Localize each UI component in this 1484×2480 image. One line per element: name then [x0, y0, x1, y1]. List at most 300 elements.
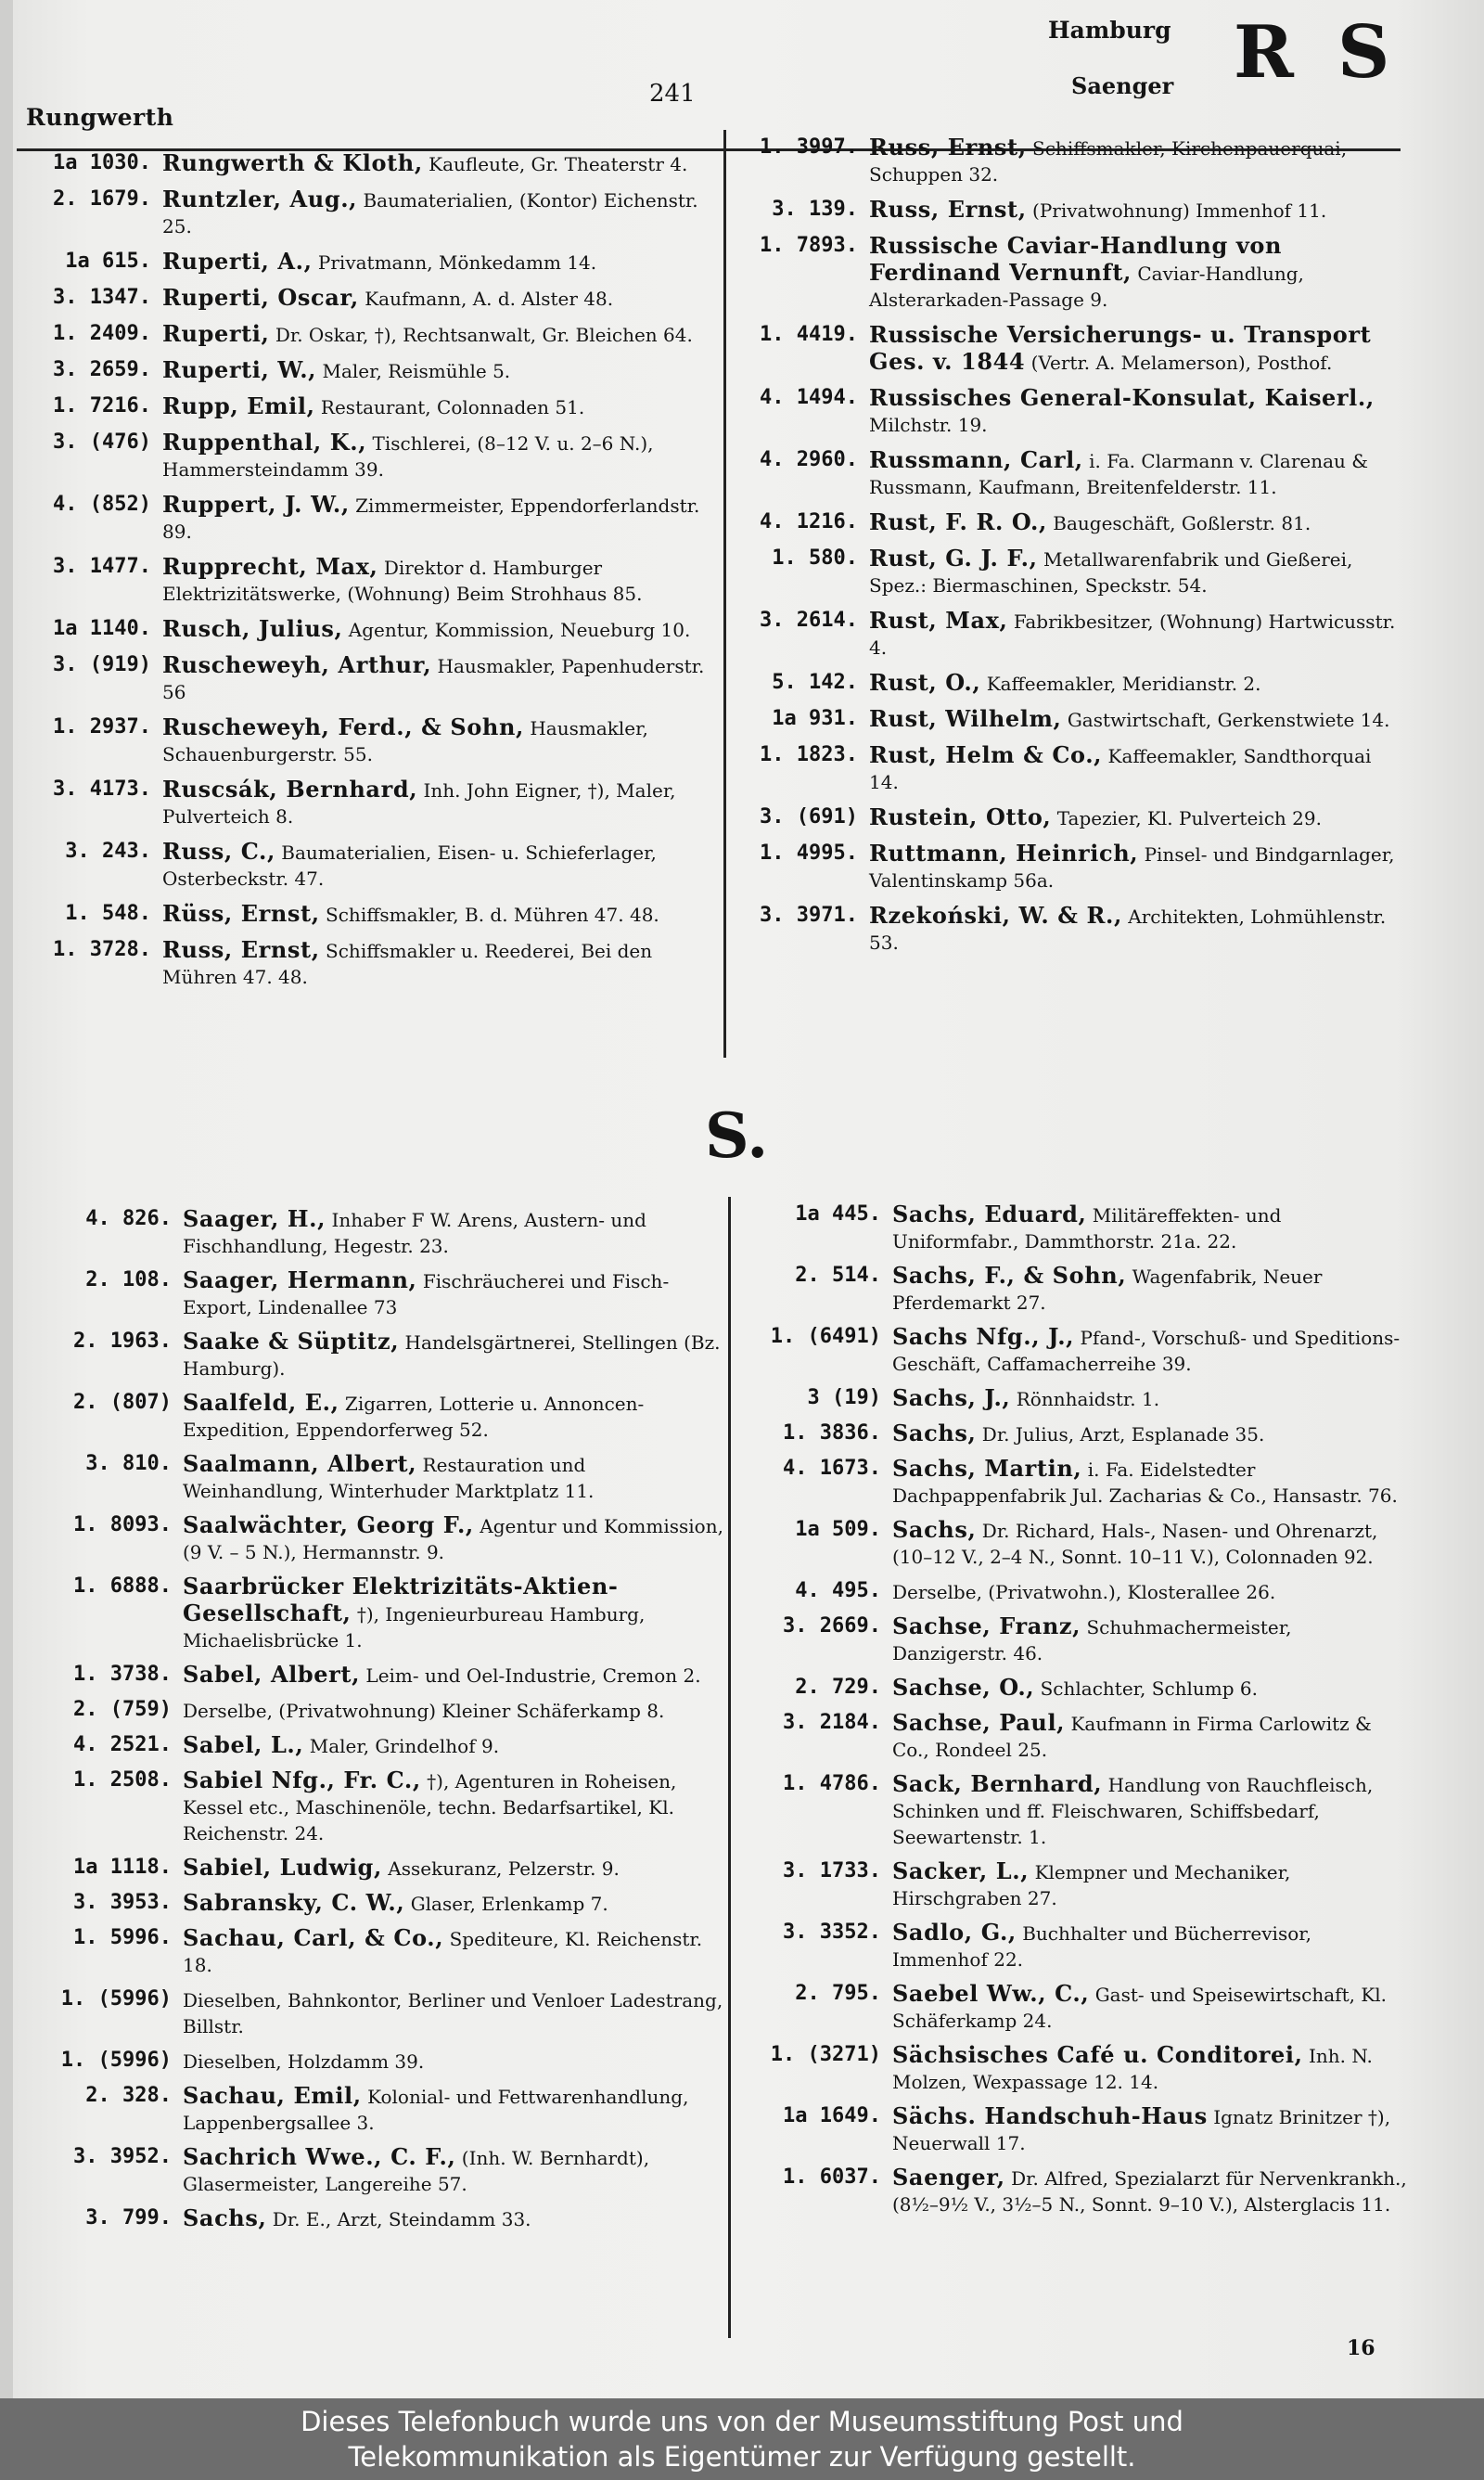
directory-entry [733, 546, 1401, 598]
entry-description: Handelsgärtnerei, Stellingen (Bz. Hamburg). [183, 1331, 721, 1380]
entry-description: Inhaber F W. Arens, Austern- und Fischhandlung, Hegestr. 23. [183, 1209, 646, 1257]
column-divider-top [723, 130, 726, 1058]
entry-description: Fischräucherei und Fisch-Export, Lindenallee 73 [183, 1270, 670, 1318]
directory-entry [756, 1771, 1410, 1850]
entry-text [183, 1662, 723, 1689]
entry-description: Spediteure, Kl. Reichenstr. 18. [183, 1928, 703, 1976]
entry-name: Ruscsák, Bernhard, [162, 776, 418, 803]
entry-name: Saager, H., [183, 1205, 326, 1232]
entry-name: Rust, Helm & Co., [869, 741, 1103, 768]
notice-line-1: Dieses Telefonbuch wurde uns von der Museumsstiftung Post und [301, 2406, 1183, 2437]
directory-entry [46, 1767, 723, 1846]
entry-name: Saenger, [892, 2164, 1005, 2191]
phone-number: 3. 1733. [783, 1859, 881, 1882]
phone-number: 3. 243. [65, 840, 151, 863]
entry-text [892, 1675, 1410, 1702]
entry-description: Baumaterialien, Eisen- u. Schieferlager, Osterbeckstr. 47. [162, 842, 657, 890]
directory-entry [756, 1675, 1410, 1702]
directory-entry [733, 447, 1401, 500]
entry-text [162, 937, 712, 990]
entry-text [869, 447, 1401, 500]
header-right-name: Saenger [1071, 72, 1174, 99]
entry-description: Buchhalter und Bücherrevisor, Immenhof 22. [892, 1922, 1311, 1971]
directory-entry [46, 1986, 723, 2039]
entry-description: Rönnhaidstr. 1. [1016, 1388, 1160, 1410]
entry-description: Dr. Julius, Arzt, Esplanade 35. [981, 1423, 1265, 1446]
entry-description: Zimmermeister, Eppendorferlandstr. 89. [162, 495, 700, 543]
phone-number: 3. 799. [85, 2206, 172, 2229]
entry-text [892, 1920, 1410, 1972]
entry-name: Ruperti, Oscar, [162, 284, 359, 311]
entry-text [869, 804, 1401, 831]
entry-name: Russ, Ernst, [869, 196, 1027, 223]
entry-name: Sachs, F., & Sohn, [892, 1262, 1127, 1289]
entry-text [162, 839, 712, 892]
entry-description: Kolonial- und Fettwarenhandlung, Lappenbergsallee 3. [183, 2086, 689, 2134]
entry-name: Sabiel Nfg., Fr. C., [183, 1767, 421, 1793]
entry-text [162, 321, 712, 348]
directory-entry [733, 804, 1401, 831]
directory-entry [46, 1267, 723, 1320]
directory-entry [46, 1925, 723, 1978]
entry-description: Inh. N. Molzen, Wexpassage 12. 14. [892, 2045, 1373, 2093]
entry-description: Pfand-, Vorschuß- und Speditions-Geschäft, Caffamacherreihe 39. [892, 1327, 1401, 1375]
entry-description: Ignatz Brinitzer †), Neuerwall 17. [892, 2106, 1391, 2154]
entry-name: Ruttmann, Heinrich, [869, 840, 1139, 867]
directory-entry [26, 150, 712, 177]
phone-number: 1a 509. [795, 1518, 881, 1541]
phone-number: 3. 810. [85, 1452, 172, 1475]
phone-number: 1. 4786. [783, 1772, 881, 1795]
entry-name: Sachs, [892, 1516, 977, 1543]
phone-number: 1a 1030. [53, 151, 151, 174]
entry-name: Saarbrücker Elektrizitäts-Aktien-Gesellschaft, [183, 1573, 619, 1626]
entry-description: Klempner und Mechaniker, Hirschgraben 27. [892, 1861, 1291, 1909]
entry-name: Sachrich Wwe., C. F., [183, 2143, 456, 2170]
notice-line-2: Telekommunikation als Eigentümer zur Verfügung gestellt. [348, 2441, 1136, 2473]
directory-entry [46, 1732, 723, 1759]
entry-text [183, 1574, 723, 1653]
entry-name: Russ, C., [162, 838, 275, 865]
entry-text [892, 1613, 1410, 1666]
directory-entry [46, 1512, 723, 1565]
directory-entry [46, 1855, 723, 1882]
entry-name: Rust, O., [869, 669, 981, 696]
directory-entry [26, 901, 712, 928]
phone-number: 4. 826. [85, 1207, 172, 1230]
entry-description: Caviar-Handlung, Alsterarkaden-Passage 9. [869, 263, 1304, 311]
directory-entry [26, 285, 712, 312]
phone-number: 1a 445. [795, 1202, 881, 1226]
entry-name: Saalwächter, Georg F., [183, 1511, 474, 1538]
phone-number: 5. 142. [772, 671, 858, 694]
entry-text [892, 1324, 1410, 1377]
phone-number: 2. 328. [85, 2084, 172, 2107]
header-letters: R S [1234, 10, 1400, 95]
entry-name: Russ, Ernst, [869, 134, 1027, 161]
phone-number: 2. 514. [795, 1264, 881, 1287]
phone-number: 3. 3971. [760, 904, 858, 927]
entry-text [869, 233, 1401, 313]
directory-entry [756, 1263, 1410, 1316]
entry-description: Baugeschäft, Goßlerstr. 81. [1053, 512, 1311, 534]
entry-description: †), Agenturen in Roheisen, Kessel etc., Maschinenöle, techn. Bedarfsartikel, Kl. Reichenstr. 24. [183, 1770, 677, 1844]
entry-name: Russisches General-Konsulat, Kaiserl., [869, 384, 1375, 411]
entry-description: Schiffsmakler, B. d. Mühren 47. 48. [326, 904, 659, 926]
column-divider-bottom [728, 1197, 731, 2338]
entry-description: Agentur und Kommission, (9 V. – 5 N.), Hermannstr. 9. [183, 1515, 723, 1563]
entry-description: Glaser, Erlenkamp 7. [410, 1893, 608, 1915]
directory-entry [756, 1324, 1410, 1377]
phone-number: 2. 1679. [53, 187, 151, 211]
directory-entry [26, 714, 712, 767]
entry-name: Ruperti, A., [162, 248, 313, 275]
entry-name: Russische Versicherungs- u. Transport Ges. v. 1844 [869, 321, 1372, 375]
entry-text [869, 706, 1401, 733]
entry-name: Sachse, Franz, [892, 1613, 1081, 1639]
phone-number: 3. 2614. [760, 609, 858, 632]
phone-number: 2. 1963. [73, 1330, 172, 1353]
entry-text [162, 285, 712, 312]
phone-number: 1. 5996. [73, 1926, 172, 1949]
entry-text [892, 2042, 1410, 2095]
entry-name: Rust, Wilhelm, [869, 705, 1062, 732]
directory-entry [756, 2042, 1410, 2095]
entry-name: Sachse, Paul, [892, 1709, 1066, 1736]
entry-name: Sachse, O., [892, 1674, 1035, 1701]
directory-entry [46, 1662, 723, 1689]
entry-text [869, 546, 1401, 598]
directory-entry [26, 839, 712, 892]
entry-text [183, 1767, 723, 1846]
directory-entry [26, 393, 712, 420]
directory-entry [26, 249, 712, 276]
phone-number: 3. 3952. [73, 2145, 172, 2168]
entry-name: Rustein, Otto, [869, 803, 1052, 830]
phone-number: 1. 4419. [760, 323, 858, 346]
entry-text [162, 901, 712, 928]
entry-name: Rust, Max, [869, 607, 1008, 634]
entry-text [892, 1420, 1410, 1447]
entry-description: Restaurant, Colonnaden 51. [320, 396, 585, 418]
phone-number: 1. 6037. [783, 2165, 881, 2189]
entry-text [183, 2144, 723, 2197]
entry-description: Assekuranz, Pelzerstr. 9. [388, 1857, 620, 1880]
column-bottom-right [756, 1201, 1410, 2226]
entry-description: Agentur, Kommission, Neueburg 10. [348, 619, 691, 641]
entry-text [183, 1206, 723, 1259]
entry-text [892, 1263, 1410, 1316]
entry-description: Handlung von Rauchfleisch, Schinken und ff. Fleischwaren, Schiffsbedarf, Seewartenstr. 1. [892, 1774, 1374, 1848]
phone-number: 1. 1823. [760, 743, 858, 766]
entry-text [892, 1385, 1410, 1412]
entry-description: Schiffsmakler u. Reederei, Bei den Mühren 47. 48. [162, 940, 653, 988]
directory-entry [46, 2144, 723, 2197]
directory-entry [26, 937, 712, 990]
entry-description: Dieselben, Holzdamm 39. [183, 2050, 425, 2073]
entry-description: (Inh. W. Bernhardt), Glasermeister, Langereihe 57. [183, 2147, 650, 2195]
entry-description: Direktor d. Hamburger Elektrizitätswerke, (Wohnung) Beim Strohhaus 85. [162, 557, 643, 605]
entry-description: Dr. Richard, Hals-, Nasen- und Ohrenarzt, (10–12 V., 2–4 N., Sonnt. 10–11 V.), Colonnaden 92. [892, 1520, 1378, 1568]
entry-text [892, 1771, 1410, 1850]
entry-text [183, 1451, 723, 1504]
directory-entry [26, 186, 712, 239]
entry-name: Sachs, J., [892, 1384, 1011, 1411]
entry-name: Ruppert, J. W., [162, 491, 350, 518]
directory-entry [756, 1517, 1410, 1570]
page-edge [0, 0, 13, 2398]
directory-entry [46, 2048, 723, 2075]
entry-text [869, 841, 1401, 893]
header-right [1011, 10, 1401, 105]
entry-description: Architekten, Lohmühlenstr. 53. [869, 906, 1387, 954]
phone-number: 3. 3352. [783, 1921, 881, 1944]
entry-description: Dr. Oskar, †), Rechtsanwalt, Gr. Bleichen 64. [275, 324, 693, 346]
directory-entry [733, 197, 1401, 224]
directory-entry [756, 2165, 1410, 2217]
entry-text [183, 2048, 723, 2075]
entry-description: Gast- und Speisewirtschaft, Kl. Schäferkamp 24. [892, 1984, 1388, 2032]
directory-entry [46, 1697, 723, 1724]
entry-text [162, 186, 712, 239]
directory-entry [46, 1451, 723, 1504]
phone-number: 1. 3728. [53, 938, 151, 961]
entry-name: Saalmann, Albert, [183, 1450, 417, 1477]
entry-name: Sack, Bernhard, [892, 1770, 1103, 1797]
phone-number: 3. 1347. [53, 286, 151, 309]
phone-number: 4. 1494. [760, 386, 858, 409]
entry-description: Militäreffekten- und Uniformfabr., Dammthorstr. 21a. 22. [892, 1204, 1282, 1253]
phone-number: 1. 7893. [760, 234, 858, 257]
directory-entry [733, 706, 1401, 733]
entry-description: Derselbe, (Privatwohn.), Klosterallee 26. [892, 1581, 1276, 1603]
phone-number: 1. 2508. [73, 1768, 172, 1792]
phone-number: 1. 3738. [73, 1663, 172, 1686]
entry-name: Sabransky, C. W., [183, 1889, 405, 1916]
phone-number: 1a 931. [772, 707, 858, 730]
entry-text [162, 249, 712, 276]
directory-entry [46, 1206, 723, 1259]
entry-description: Tapezier, Kl. Pulverteich 29. [1056, 807, 1322, 829]
entry-name: Ruscheweyh, Arthur, [162, 651, 432, 678]
entry-name: Sachs, Eduard, [892, 1201, 1087, 1227]
entry-text [183, 1329, 723, 1381]
entry-text [183, 2083, 723, 2136]
directory-entry [733, 322, 1401, 376]
phone-number: 3. 2669. [783, 1614, 881, 1638]
phone-number: 3. (919) [53, 653, 151, 676]
entry-text [892, 2165, 1410, 2217]
phone-number: 1. 2409. [53, 322, 151, 345]
entry-text [892, 1517, 1410, 1570]
entry-text [162, 652, 712, 705]
page-foot-number: 16 [1347, 2336, 1375, 2360]
entry-name: Sacker, L., [892, 1857, 1030, 1884]
directory-entry [26, 492, 712, 545]
entry-name: Ruperti, [162, 320, 270, 347]
entry-description: Gastwirtschaft, Gerkenstwiete 14. [1067, 709, 1390, 731]
phone-number: 1. (5996) [60, 1987, 172, 2011]
directory-entry [756, 1201, 1410, 1254]
phone-number: 4. (852) [53, 493, 151, 516]
entry-text [183, 1732, 723, 1759]
phone-number: 3. 2184. [783, 1711, 881, 1734]
entry-name: Sachau, Emil, [183, 2082, 362, 2109]
directory-entry [46, 1329, 723, 1381]
entry-text [869, 197, 1401, 224]
entry-name: Sabiel, Ludwig, [183, 1854, 382, 1881]
entry-name: Sachs, [183, 2204, 267, 2231]
entry-name: Saalfeld, E., [183, 1389, 339, 1416]
entry-text [162, 616, 712, 643]
directory-entry [26, 652, 712, 705]
entry-description: i. Fa. Clarmann v. Clarenau & Russmann, Kaufmann, Breitenfelderstr. 11. [869, 450, 1369, 498]
phone-number: 2. 729. [795, 1676, 881, 1699]
phone-number: 4. 2960. [760, 448, 858, 471]
entry-name: Sachs Nfg., J., [892, 1323, 1075, 1350]
entry-description: Dr. E., Arzt, Steindamm 33. [272, 2208, 531, 2230]
phone-number: 2. (759) [73, 1698, 172, 1721]
entry-text [183, 1697, 723, 1724]
entry-name: Sachs, Martin, [892, 1455, 1082, 1482]
entry-description: Schiffsmakler, Kirchenpauerquai, Schuppen 32. [869, 137, 1348, 186]
entry-text [162, 150, 712, 177]
column-top-right [733, 135, 1401, 965]
phone-number: 4. 1216. [760, 510, 858, 533]
phone-number: 1a 1118. [73, 1856, 172, 1879]
phone-number: 3. 1477. [53, 555, 151, 578]
entry-name: Sabel, Albert, [183, 1661, 361, 1688]
entry-name: Saake & Süptitz, [183, 1328, 400, 1355]
phone-number: 1. 8093. [73, 1513, 172, 1536]
directory-entry [733, 385, 1401, 438]
directory-entry [26, 554, 712, 607]
entry-text [162, 430, 712, 482]
phone-number: 1. (6491) [770, 1325, 881, 1348]
entry-description: Restauration und Weinhandlung, Winterhuder Marktplatz 11. [183, 1454, 595, 1502]
entry-name: Rüss, Ernst, [162, 900, 320, 927]
directory-entry [26, 777, 712, 829]
entry-description: Derselbe, (Privatwohnung) Kleiner Schäferkamp 8. [183, 1700, 665, 1722]
entry-text [183, 2205, 723, 2232]
entry-description: (Vertr. A. Melamerson), Posthof. [1030, 352, 1333, 374]
phone-number: 3. (476) [53, 430, 151, 454]
entry-name: Ruperti, W., [162, 356, 317, 383]
directory-entry [733, 742, 1401, 795]
entry-description: (Privatwohnung) Immenhof 11. [1032, 199, 1327, 222]
directory-entry [26, 430, 712, 482]
entry-text [162, 492, 712, 545]
entry-name: Saager, Hermann, [183, 1266, 417, 1293]
entry-name: Sächs. Handschuh-Haus [892, 2102, 1208, 2129]
directory-entry [26, 616, 712, 643]
entry-text [183, 1512, 723, 1565]
phone-number: 2. (807) [73, 1391, 172, 1414]
directory-entry [26, 321, 712, 348]
directory-entry [756, 1858, 1410, 1911]
entry-description: †), Ingenieurbureau Hamburg, Michaelisbrücke 1. [183, 1603, 646, 1651]
phone-number: 1. (3271) [770, 2043, 881, 2066]
directory-entry [46, 2205, 723, 2232]
entry-name: Rzekoński, W. & R., [869, 902, 1122, 929]
phone-number: 4. 495. [795, 1579, 881, 1602]
entry-text [892, 1710, 1410, 1763]
column-bottom-left [46, 1206, 723, 2241]
phone-number: 3. 4173. [53, 777, 151, 801]
directory-entry [46, 1890, 723, 1917]
entry-description: Wagenfabrik, Neuer Pferdemarkt 27. [892, 1266, 1323, 1314]
directory-entry [733, 903, 1401, 956]
directory-entry [756, 1981, 1410, 2034]
entry-text [869, 385, 1401, 438]
entry-description: Kaffeemakler, Meridianstr. 2. [986, 673, 1261, 695]
phone-number: 1. 3836. [783, 1421, 881, 1445]
entry-description: Inh. John Eigner, †), Maler, Pulverteich 8. [162, 779, 676, 828]
entry-description: Dr. Alfred, Spezialarzt für Nervenkrankh., (8½–9½ V., 3½–5 N., Sonnt. 9–10 V.), Alsterglacis 11. [892, 2167, 1407, 2216]
directory-entry [46, 1574, 723, 1653]
entry-description: Pinsel- und Bindgarnlager, Valentinskamp 56a. [869, 843, 1395, 892]
phone-number: 1a 615. [65, 250, 151, 273]
entry-description: Kaufmann, A. d. Alster 48. [365, 288, 614, 310]
entry-text [183, 1855, 723, 1882]
entry-text [869, 135, 1401, 187]
phone-number: 2. 795. [795, 1982, 881, 2005]
phone-number: 1. 580. [772, 546, 858, 570]
directory-entry [733, 135, 1401, 187]
directory-entry [756, 1920, 1410, 1972]
entry-name: Rupp, Emil, [162, 392, 315, 419]
directory-entry [756, 1613, 1410, 1666]
entry-description: Schlachter, Schlump 6. [1040, 1677, 1259, 1700]
entry-text [869, 742, 1401, 795]
entry-description: Maler, Grindelhof 9. [309, 1735, 500, 1757]
entry-description: Privatmann, Mönkedamm 14. [317, 251, 597, 274]
directory-entry [46, 2083, 723, 2136]
entry-text [183, 1925, 723, 1978]
entry-description: Kaufmann in Firma Carlowitz & Co., Rondeel 25. [892, 1713, 1372, 1761]
phone-number: 2. 108. [85, 1268, 172, 1291]
entry-text [892, 1456, 1410, 1509]
directory-entry [733, 670, 1401, 697]
entry-name: Sachs, [892, 1420, 977, 1446]
entry-text [869, 509, 1401, 536]
entry-name: Rusch, Julius, [162, 615, 343, 642]
entry-description: Kaufleute, Gr. Theaterstr 4. [429, 153, 688, 175]
entry-text [892, 1858, 1410, 1911]
entry-name: Rust, F. R. O., [869, 508, 1047, 535]
phone-number: 3. 3953. [73, 1891, 172, 1914]
entry-text [869, 608, 1401, 661]
phone-number: 1. 3997. [760, 135, 858, 159]
entry-text [162, 554, 712, 607]
entry-description: Kaffeemakler, Sandthorquai 14. [869, 745, 1372, 793]
phone-number: 1. (5996) [60, 2049, 172, 2072]
header-city: Hamburg [1048, 17, 1171, 44]
page-number: 241 [649, 80, 696, 108]
phone-number: 1. 7216. [53, 394, 151, 418]
phone-number: 1a 1140. [53, 617, 151, 640]
directory-entry [26, 357, 712, 384]
entry-description: Hausmakler, Schauenburgerstr. 55. [162, 717, 648, 765]
phone-number: 4. 1673. [783, 1457, 881, 1480]
directory-entry [756, 1578, 1410, 1605]
directory-entry [733, 233, 1401, 313]
entry-text [869, 903, 1401, 956]
entry-description: Leim- und Oel-Industrie, Cremon 2. [365, 1664, 701, 1687]
phone-number: 1. 2937. [53, 715, 151, 739]
header-left-name: Rungwerth [26, 104, 174, 131]
phone-number: 3. 139. [772, 198, 858, 221]
